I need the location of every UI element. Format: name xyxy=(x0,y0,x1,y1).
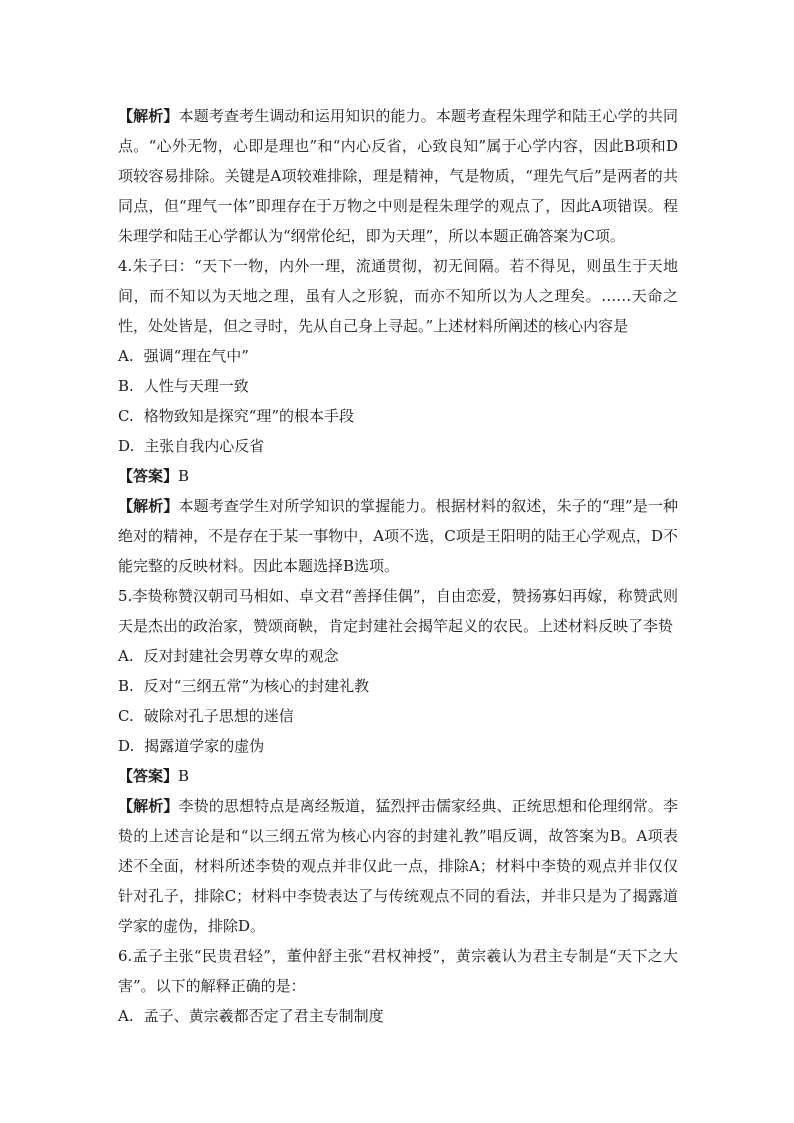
option-text: 强调“理在气中” xyxy=(143,347,249,365)
option-letter: D. xyxy=(118,437,135,455)
option-letter: C. xyxy=(118,407,134,425)
question-5-option-c xyxy=(118,701,678,731)
option-text: 格物致知是探究“理”的根本手段 xyxy=(143,407,355,425)
option-letter: A. xyxy=(118,347,134,365)
question-4-option-b xyxy=(118,371,678,401)
question-4-analysis xyxy=(118,491,678,581)
option-text: 反对封建社会男尊女卑的观念 xyxy=(143,647,339,665)
option-letter: B. xyxy=(118,677,134,695)
option-letter: D. xyxy=(118,737,135,755)
answer-tag: 【答案】 xyxy=(118,467,179,485)
question-4-option-a xyxy=(118,341,678,371)
option-letter: A. xyxy=(118,1007,134,1025)
analysis-paragraph xyxy=(118,101,678,251)
option-text: 主张自我内心反省 xyxy=(144,437,265,455)
analysis-tag: 【解析】 xyxy=(118,797,179,815)
option-letter: C. xyxy=(118,707,134,725)
option-text: 孟子、黄宗羲都否定了君主专制制度 xyxy=(143,1007,384,1025)
question-5-option-d xyxy=(118,731,678,761)
option-text: 反对“三纲五常”为核心的封建礼教 xyxy=(143,677,370,695)
option-text: 人性与天理一致 xyxy=(143,377,249,395)
document-page xyxy=(118,101,678,1031)
answer-tag: 【答案】 xyxy=(118,767,179,785)
option-letter: B. xyxy=(118,377,134,395)
question-4-option-c xyxy=(118,401,678,431)
question-5-answer xyxy=(118,761,678,791)
answer-value: B xyxy=(178,767,190,785)
question-4-answer xyxy=(118,461,678,491)
option-text: 破除对孔子思想的迷信 xyxy=(143,707,294,725)
question-5-analysis xyxy=(118,791,678,941)
question-6-stem: 6.孟子主张“民贵君轻”，董仲舒主张“君权神授”，黄宗羲认为君主专制是“天下之大害”。以下的解释正确的是： xyxy=(118,947,678,995)
question-5-stem: 5.李贽称赞汉朝司马相如、卓文君“善择佳偶”，自由恋爱，赞扬寡妇再嫁，称赞武则天是杰出的政治家，赞颂商鞅，肯定封建社会揭竿起义的农民。上述材料反映了李贽 xyxy=(118,587,678,635)
question-4-option-d xyxy=(118,431,678,461)
analysis-tag: 【解析】 xyxy=(118,497,179,515)
option-letter: A. xyxy=(118,647,134,665)
analysis-text: 本题考查考生调动和运用知识的能力。本题考查程朱理学和陆王心学的共同点。“心外无物，心即是理也”和“内心反省，心致良知”属于心学内容，因此B项和D项较容易排除。关键是A项较难排除，理是精神，气是物质，“理先气后”是两者的共同点，但“理气一体”即理存在于万物之中则是程朱理学的观点了，因此A项错误。程朱理学和陆王心学都认为“纲常伦纪，即为天理”，所以本题正确答案为C项。 xyxy=(118,107,678,245)
analysis-tag: 【解析】 xyxy=(118,107,179,125)
analysis-text: 李贽的思想特点是离经叛道，猛烈抨击儒家经典、正统思想和伦理纲常。李贽的上述言论是和“以三纲五常为核心内容的封建礼教”唱反调，故答案为B。A项表述不全面，材料所述李贽的观点并非仅此一点，排除A；材料中李贽的观点并非仅仅针对孔子，排除C；材料中李贽表达了与传统观点不同的看法，并非只是为了揭露道学家的虚伪，排除D。 xyxy=(118,797,678,935)
question-5-option-a xyxy=(118,641,678,671)
question-4-stem: 4.朱子曰：“天下一物，内外一理，流通贯彻，初无间隔。若不得见，则虽生于天地间，而不知以为天地之理，虽有人之形貌，而亦不知所以为人之理矣。……天命之性，处处皆是，但之寻时，先从自己身上寻起。”上述材料所阐述的核心内容是 xyxy=(118,257,678,335)
analysis-text: 本题考查学生对所学知识的掌握能力。根据材料的叙述，朱子的“理”是一种绝对的精神，不是存在于某一事物中，A项不选，C项是王阳明的陆王心学观点，D不能完整的反映材料。因此本题选择B选项。 xyxy=(118,497,678,575)
answer-value: B xyxy=(178,467,190,485)
option-text: 揭露道学家的虚伪 xyxy=(144,737,265,755)
question-5-option-b xyxy=(118,671,678,701)
question-6-option-a xyxy=(118,1001,678,1031)
